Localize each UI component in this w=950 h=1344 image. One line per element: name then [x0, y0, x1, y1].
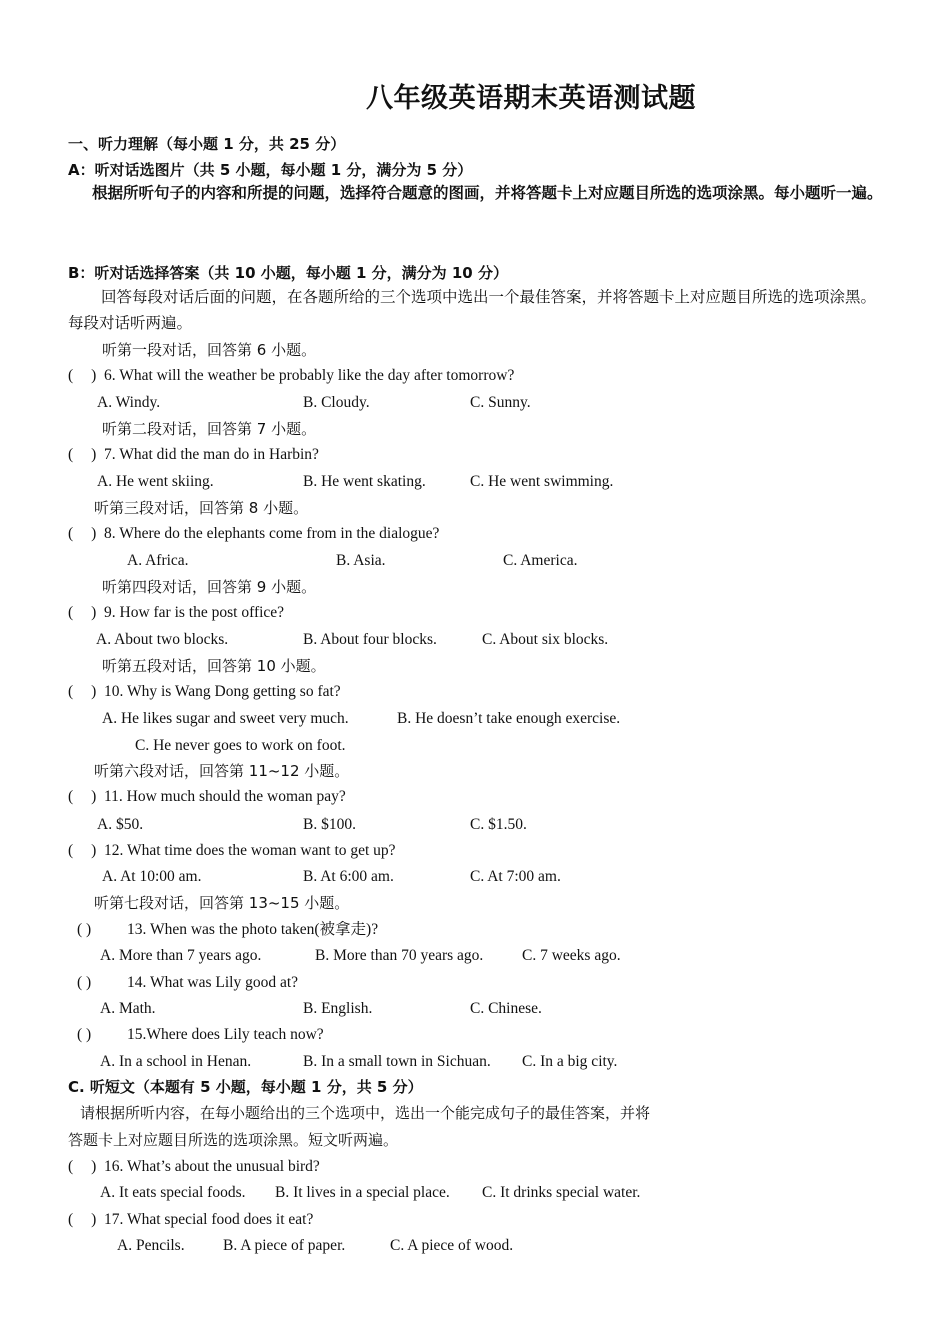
answer-blank[interactable]: ( ) — [68, 446, 97, 463]
question-16-option-c[interactable]: C. It drinks special water. — [482, 1184, 641, 1201]
question-7-option-c[interactable]: C. He went swimming. — [470, 473, 614, 490]
question-8-text: 8. Where do the elephants come from in the dialogue? — [104, 525, 440, 542]
dialogue-cue-1: 听第一段对话，回答第 6 小题。 — [102, 341, 317, 359]
question-9-text: 9. How far is the post office? — [104, 604, 285, 621]
question-16-text: 16. What’s about the unusual bird? — [104, 1158, 320, 1175]
question-16-option-a[interactable]: A. It eats special foods. — [100, 1184, 246, 1201]
dialogue-cue-2: 听第二段对话，回答第 7 小题。 — [102, 420, 317, 438]
section-c-heading: C. 听短文（本题有 5 小题，每小题 1 分，共 5 分） — [68, 1078, 423, 1096]
question-15-option-a[interactable]: A. In a school in Henan. — [100, 1053, 252, 1070]
question-11-option-a[interactable]: A. $50. — [97, 816, 144, 833]
question-9-option-a[interactable]: A. About two blocks. — [96, 631, 229, 648]
answer-blank[interactable]: ( ) — [68, 367, 97, 384]
answer-blank[interactable]: ( ) — [68, 788, 97, 805]
dialogue-cue-5: 听第五段对话，回答第 10 小题。 — [102, 657, 326, 675]
answer-blank[interactable]: ( ) — [68, 1211, 97, 1228]
answer-blank[interactable]: ( ) — [68, 525, 97, 542]
question-8 — [68, 524, 439, 544]
question-17-option-c[interactable]: C. A piece of wood. — [390, 1237, 514, 1254]
answer-blank[interactable]: ( ) — [77, 921, 92, 938]
question-14 — [77, 973, 298, 993]
dialogue-cue-3: 听第三段对话，回答第 8 小题。 — [94, 499, 309, 517]
question-8-option-c[interactable]: C. America. — [503, 552, 578, 569]
question-17-option-b[interactable]: B. A piece of paper. — [223, 1237, 346, 1254]
question-17-text: 17. What special food does it eat? — [104, 1211, 314, 1228]
question-15-option-c[interactable]: C. In a big city. — [522, 1053, 618, 1070]
question-15-text: 15.Where does Lily teach now? — [127, 1026, 324, 1043]
part-one-heading: 一、听力理解（每小题 1 分，共 25 分） — [68, 135, 346, 153]
question-12-text: 12. What time does the woman want to get up? — [104, 842, 396, 859]
question-6-option-c[interactable]: C. Sunny. — [470, 394, 531, 411]
question-13-text: 13. When was the photo taken(被拿走)? — [127, 921, 379, 938]
answer-blank[interactable]: ( ) — [77, 974, 92, 991]
question-14-option-b[interactable]: B. English. — [303, 1000, 373, 1017]
question-13 — [77, 920, 378, 940]
question-11-text: 11. How much should the woman pay? — [104, 788, 346, 805]
dialogue-cue-7: 听第七段对话，回答第 13~15 小题。 — [94, 894, 350, 912]
answer-blank[interactable]: ( ) — [68, 1158, 97, 1175]
answer-blank[interactable]: ( ) — [68, 683, 97, 700]
page-title-wrap — [0, 76, 950, 115]
answer-blank[interactable]: ( ) — [68, 842, 97, 859]
question-15-option-b[interactable]: B. In a small town in Sichuan. — [303, 1053, 491, 1070]
question-12-option-a[interactable]: A. At 10:00 am. — [102, 868, 202, 885]
question-10 — [68, 682, 341, 702]
question-11 — [68, 787, 346, 807]
question-17 — [68, 1210, 313, 1230]
question-8-option-b[interactable]: B. Asia. — [336, 552, 386, 569]
question-11-option-c[interactable]: C. $1.50. — [470, 816, 527, 833]
question-16-option-b[interactable]: B. It lives in a special place. — [275, 1184, 450, 1201]
question-7-option-a[interactable]: A. He went skiing. — [97, 473, 214, 490]
section-a-instruction: 根据所听句子的内容和所提的问题，选择符合题意的图画，并将答题卡上对应题目所选的选项涂黑。每小题听一遍。 — [92, 184, 883, 202]
section-c-instruction-line1: 请根据所听内容，在每小题给出的三个选项中，选出一个能完成句子的最佳答案，并将 — [80, 1104, 651, 1122]
question-7 — [68, 445, 319, 465]
section-c-instruction-line2: 答题卡上对应题目所选的选项涂黑。短文听两遍。 — [68, 1131, 399, 1149]
section-b-heading: B：听对话选择答案（共 10 小题，每小题 1 分，满分为 10 分） — [68, 264, 508, 282]
dialogue-cue-6: 听第六段对话，回答第 11~12 小题。 — [94, 762, 350, 780]
question-6 — [68, 366, 514, 386]
question-17-option-a[interactable]: A. Pencils. — [117, 1237, 185, 1254]
question-6-text: 6. What will the weather be probably like the day after tomorrow? — [104, 367, 515, 384]
dialogue-cue-4: 听第四段对话，回答第 9 小题。 — [102, 578, 317, 596]
question-14-option-a[interactable]: A. Math. — [100, 1000, 156, 1017]
answer-blank[interactable]: ( ) — [68, 604, 97, 621]
question-14-option-c[interactable]: C. Chinese. — [470, 1000, 542, 1017]
section-b-instruction: 回答每段对话后面的问题，在各题所给的三个选项中选出一个最佳答案，并将答题卡上对应题目所选的选项涂黑。每段对话听两遍。 — [68, 288, 877, 332]
question-6-option-b[interactable]: B. Cloudy. — [303, 394, 370, 411]
question-9-option-b[interactable]: B. About four blocks. — [303, 631, 437, 648]
question-16 — [68, 1157, 320, 1177]
question-9 — [68, 603, 284, 623]
question-13-option-a[interactable]: A. More than 7 years ago. — [100, 947, 262, 964]
question-12-option-b[interactable]: B. At 6:00 am. — [303, 868, 394, 885]
answer-blank[interactable]: ( ) — [77, 1026, 92, 1043]
question-9-option-c[interactable]: C. About six blocks. — [482, 631, 609, 648]
question-10-option-a[interactable]: A. He likes sugar and sweet very much. — [102, 710, 349, 727]
question-14-text: 14. What was Lily good at? — [127, 974, 299, 991]
question-8-option-a[interactable]: A. Africa. — [127, 552, 189, 569]
question-10-option-c[interactable]: C. He never goes to work on foot. — [135, 737, 346, 754]
section-a-heading: A：听对话选图片（共 5 小题，每小题 1 分，满分为 5 分） — [68, 161, 473, 179]
question-13-option-c[interactable]: C. 7 weeks ago. — [522, 947, 621, 964]
question-7-option-b[interactable]: B. He went skating. — [303, 473, 426, 490]
question-7-text: 7. What did the man do in Harbin? — [104, 446, 319, 463]
question-11-option-b[interactable]: B. $100. — [303, 816, 356, 833]
question-6-option-a[interactable]: A. Windy. — [97, 394, 161, 411]
page-title: 八年级英语期末英语测试题 — [366, 83, 696, 114]
question-15 — [77, 1025, 324, 1045]
question-13-option-b[interactable]: B. More than 70 years ago. — [315, 947, 484, 964]
question-12 — [68, 841, 396, 861]
question-10-text: 10. Why is Wang Dong getting so fat? — [104, 683, 341, 700]
question-10-option-b[interactable]: B. He doesn’t take enough exercise. — [397, 710, 621, 727]
question-12-option-c[interactable]: C. At 7:00 am. — [470, 868, 561, 885]
